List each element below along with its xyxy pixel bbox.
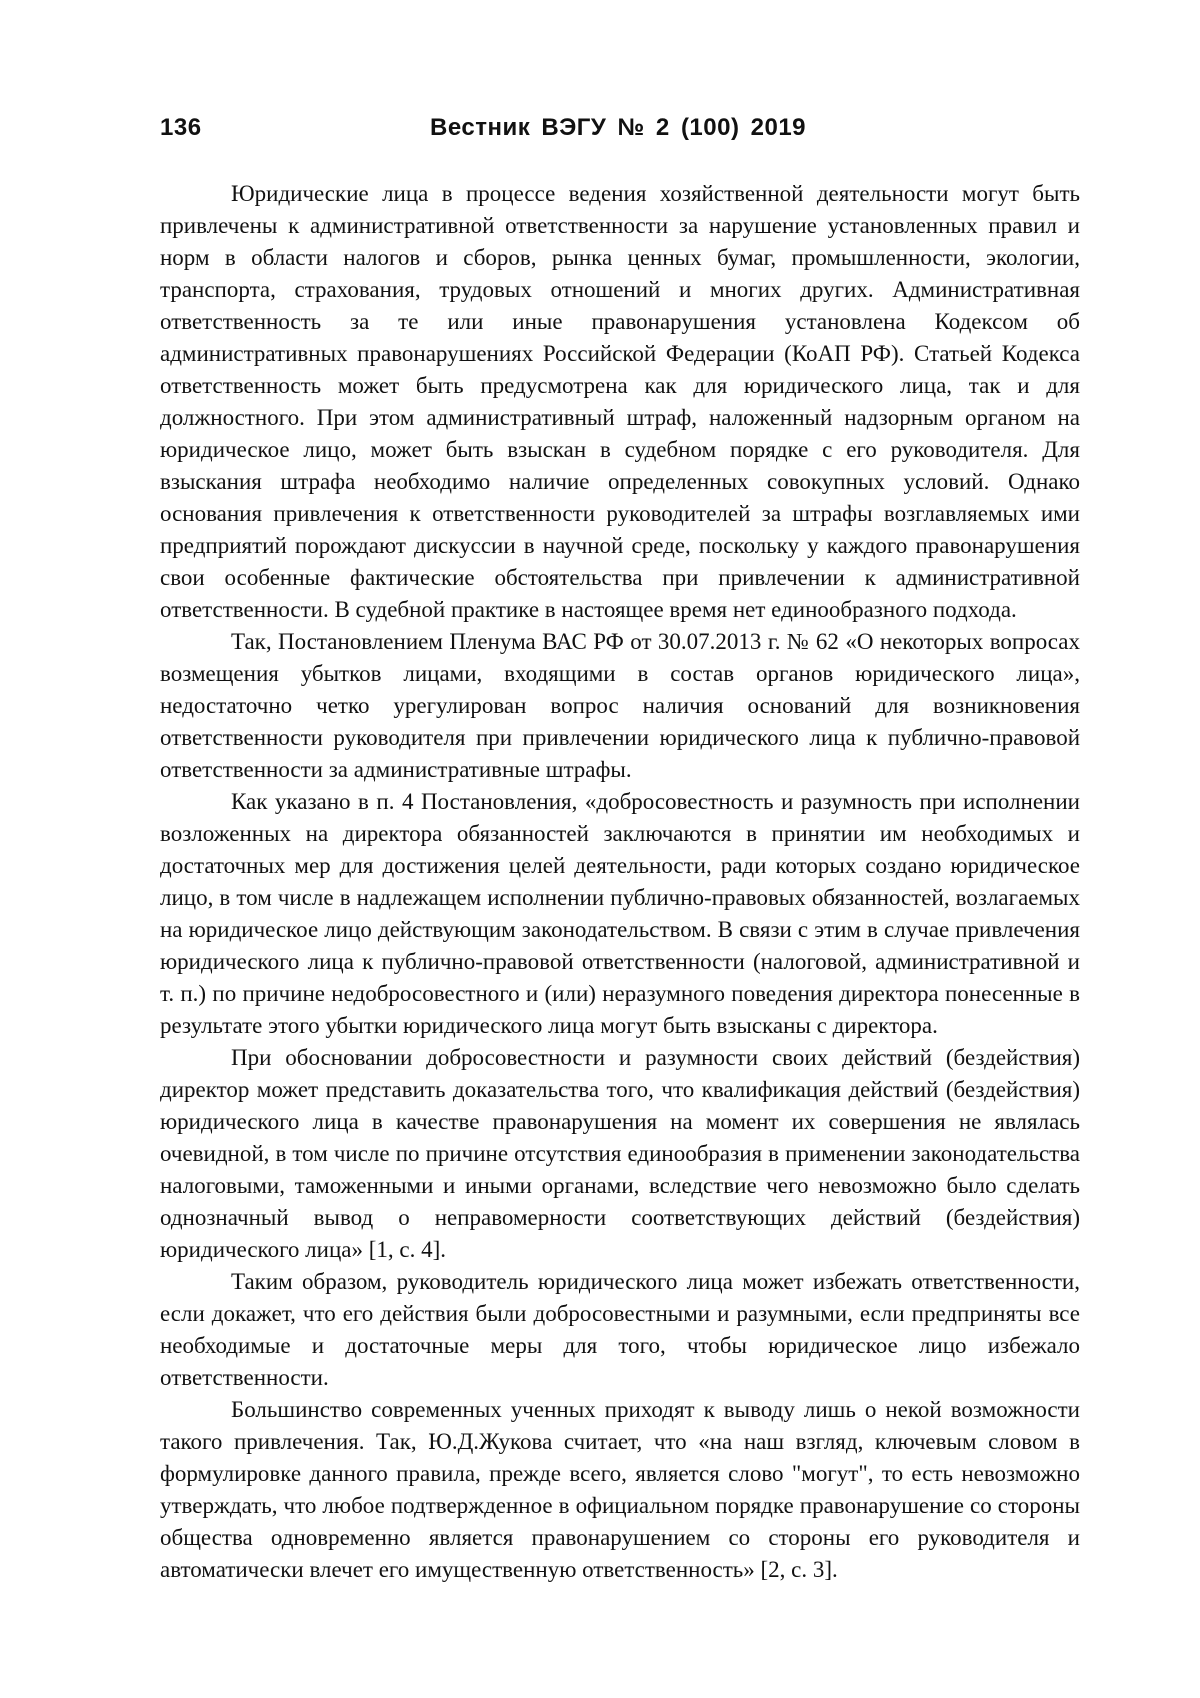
running-header <box>160 114 1080 154</box>
paragraph: Таким образом, руководитель юридического лица может избежать ответственности, если докажет, что его действия были добросовестными и разумными, если предприняты все необходимые и достаточные меры для того, чтобы юридическое лицо избежало ответственности. <box>160 1269 1080 1390</box>
page-number: 136 <box>160 114 202 141</box>
journal-title: Вестник ВЭГУ № 2 (100) 2019 <box>430 114 807 141</box>
article-body <box>160 178 1080 1586</box>
paragraph: Как указано в п. 4 Постановления, «добросовестность и разумность при исполнении возложенных на директора обязанностей заключаются в принятии им необходимых и достаточных мер для достижения целей деятельности, ради которых создано юридическое лицо, в том числе в надлежащем исполнении публично-правовых обязанностей, возлагаемых на юридическое лицо действующим законодательством. В связи с этим в случае привлечения юридического лица к публично-правовой ответственности (налоговой, административной и т. п.) по причине недобросовестного и (или) неразумного поведения директора понесенные в результате этого убытки юридического лица могут быть взысканы с директора. <box>160 789 1080 1038</box>
paragraph: При обосновании добросовестности и разумности своих действий (бездействия) директор может представить доказательства того, что квалификация действий (бездействия) юридического лица в качестве правонарушения на момент их совершения не являлась очевидной, в том числе по причине отсутствия единообразия в применении законодательства налоговыми, таможенными и иными органами, вследствие чего невозможно было сделать однозначный вывод о неправомерности соответствующих действий (бездействия) юридического лица» [1, с. 4]. <box>160 1045 1080 1262</box>
paragraph: Юридические лица в процессе ведения хозяйственной деятельности могут быть привлечены к административной ответственности за нарушение установленных правил и норм в области налогов и сборов, рынка ценных бумаг, промышленности, экологии, транспорта, страхования, трудовых отношений и многих других. Административная ответственность за те или иные правонарушения установлена Кодексом об административных правонарушениях Российской Федерации (КоАП РФ). Статьей Кодекса ответственность может быть предусмотрена как для юридического лица, так и для должностного. При этом административный штраф, наложенный надзорным органом на юридическое лицо, может быть взыскан в судебном порядке с его руководителя. Для взыскания штрафа необходимо наличие определенных совокупных условий. Однако основания привлечения к ответственности руководителей за штрафы возглавляемых ими предприятий порождают дискуссии в научной среде, поскольку у каждого правонарушения свои особенные фактические обстоятельства при привлечении к административной ответственности. В судебной практике в настоящее время нет единообразного подхода. <box>160 181 1080 622</box>
paragraph: Большинство современных ученных приходят к выводу лишь о некой возможности такого привлечения. Так, Ю.Д.Жукова считает, что «на наш взгляд, ключевым словом в формулировке данного правила, прежде всего, является слово "могут", то есть невозможно утверждать, что любое подтвержденное в официальном порядке правонарушение со стороны общества одновременно является правонарушением со стороны его руководителя и автоматически влечет его имущественную ответственность» [2, с. 3]. <box>160 1397 1080 1582</box>
paragraph: Так, Постановлением Пленума ВАС РФ от 30.07.2013 г. № 62 «О некоторых вопросах возмещения убытков лицами, входящими в состав органов юридического лица», недостаточно четко урегулирован вопрос наличия оснований для возникновения ответственности руководителя при привлечении юридического лица к публично-правовой ответственности за административные штрафы. <box>160 629 1080 782</box>
